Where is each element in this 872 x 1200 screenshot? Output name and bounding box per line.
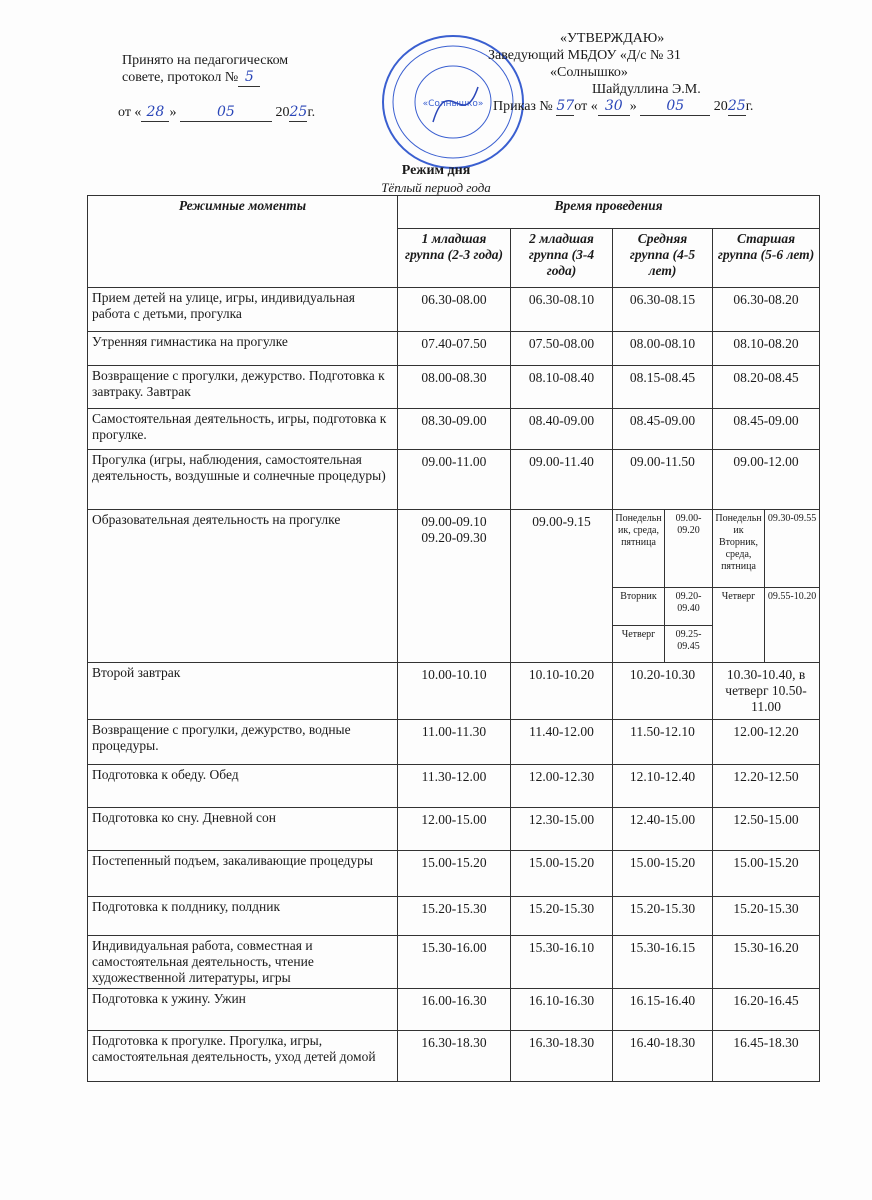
quote-close: » xyxy=(169,105,177,120)
table-row xyxy=(88,366,820,409)
days-cell: Вторник xyxy=(613,588,665,626)
time-cell: 12.50-15.00 xyxy=(713,808,820,851)
order-number: 57 xyxy=(556,98,575,114)
activity-cell: Подготовка к прогулке. Прогулка, игры, самостоятельная деятельность, уход детей домой xyxy=(88,1031,398,1082)
time-cell: 08.10-08.40 xyxy=(511,366,613,409)
time-cell: 11.30-12.00 xyxy=(398,765,511,808)
approval-line3: «Солнышко» xyxy=(550,65,628,80)
time-cell: 16.20-16.45 xyxy=(713,989,820,1031)
stamp-text: «Солнышко» xyxy=(422,99,484,109)
activity-cell: Самостоятельная деятельность, игры, подготовка к прогулке. xyxy=(88,409,398,450)
time-cell: 09.00-12.00 xyxy=(713,450,820,510)
order-year-suffix: г. xyxy=(745,99,754,114)
order-month: 05 xyxy=(640,98,710,116)
table-row xyxy=(88,808,820,851)
time-cell: 15.00-15.20 xyxy=(398,851,511,897)
order-day: 30 xyxy=(598,98,630,116)
activity-cell: Прогулка (игры, наблюдения, самостоятельная деятельность, воздушные и солнечные процедуры) xyxy=(88,450,398,510)
time-cell: 06.30-08.20 xyxy=(713,288,820,332)
time-cell: 08.00-08.10 xyxy=(613,332,713,366)
table-row xyxy=(88,897,820,936)
time-cell: 15.20-15.30 xyxy=(511,897,613,936)
time-line: 09.00-09.10 xyxy=(421,514,487,529)
time-cell: 12.30-15.00 xyxy=(511,808,613,851)
time-cell: 16.30-18.30 xyxy=(511,1031,613,1082)
time-cell: 12.00-12.30 xyxy=(511,765,613,808)
time-cell: 15.00-15.20 xyxy=(613,851,713,897)
activity-cell: Прием детей на улице, игры, индивидуальная работа с детьми, прогулка xyxy=(88,288,398,332)
time-cell: 16.00-16.30 xyxy=(398,989,511,1031)
days-cell: Понедельник, среда, пятница xyxy=(613,510,665,588)
group-header: 2 младшая группа (3-4 года) xyxy=(511,229,613,288)
table-row xyxy=(88,450,820,510)
time-cell: 08.45-09.00 xyxy=(613,409,713,450)
order-year-prefix: 20 xyxy=(713,99,728,114)
time-cell: 15.00-15.20 xyxy=(511,851,613,897)
time-cell: 09.00-9.15 xyxy=(511,510,613,663)
time-cell: 09.00-11.40 xyxy=(511,450,613,510)
time-cell: 07.40-07.50 xyxy=(398,332,511,366)
council-year: 25 xyxy=(289,104,308,120)
head-name: Шайдуллина Э.М. xyxy=(592,82,701,97)
order-label: Приказ № xyxy=(493,99,553,114)
time-cell: 08.10-08.20 xyxy=(713,332,820,366)
time-cell: 07.50-08.00 xyxy=(511,332,613,366)
activity-cell: Подготовка к ужину. Ужин xyxy=(88,989,398,1031)
table-row xyxy=(88,851,820,897)
time-line: 09.20-09.30 xyxy=(421,530,487,545)
time-cell: 09.00-11.00 xyxy=(398,450,511,510)
order-year: 25 xyxy=(727,98,746,114)
council-day: 28 xyxy=(141,104,169,122)
days-cell: Четверг xyxy=(713,588,765,663)
council-line2: совете, протокол № xyxy=(122,70,239,85)
time-cell: 12.00-12.20 xyxy=(713,720,820,765)
year-prefix: 20 xyxy=(275,105,290,120)
council-approval xyxy=(118,52,316,122)
time-cell: 10.00-10.10 xyxy=(398,663,511,720)
activity-cell: Утренняя гимнастика на прогулке xyxy=(88,332,398,366)
table-row xyxy=(88,288,820,332)
time-cell: 16.10-16.30 xyxy=(511,989,613,1031)
time-cell: 15.30-16.20 xyxy=(713,936,820,989)
time-cell: 06.30-08.00 xyxy=(398,288,511,332)
time-cell: 12.40-15.00 xyxy=(613,808,713,851)
time-cell: 09.00-09.20 xyxy=(665,510,713,588)
activity-cell: Возвращение с прогулки, дежурство. Подготовка к завтраку. Завтрак xyxy=(88,366,398,409)
time-cell: 08.15-08.45 xyxy=(613,366,713,409)
order-from: от « xyxy=(574,99,598,114)
time-cell: 09.00-11.50 xyxy=(613,450,713,510)
group-header: Старшая группа (5-6 лет) xyxy=(713,229,820,288)
time-cell: 08.00-08.30 xyxy=(398,366,511,409)
time-cell: 16.15-16.40 xyxy=(613,989,713,1031)
approval-block xyxy=(488,30,753,116)
time-cell: 10.30-10.40, в четверг 10.50-11.00 xyxy=(713,663,820,720)
activity-cell: Возвращение с прогулки, дежурство, водные процедуры. xyxy=(88,720,398,765)
time-cell: 15.20-15.30 xyxy=(398,897,511,936)
time-cell: 06.30-08.10 xyxy=(511,288,613,332)
days-cell: Понедельник Вторник, среда, пятница xyxy=(713,510,765,588)
time-cell: 15.30-16.10 xyxy=(511,936,613,989)
schedule-table xyxy=(87,195,820,1082)
time-cell: 09.30-09.55 xyxy=(765,510,820,588)
time-cell: 15.20-15.30 xyxy=(613,897,713,936)
table-row xyxy=(88,765,820,808)
time-cell: 16.45-18.30 xyxy=(713,1031,820,1082)
time-cell: 16.40-18.30 xyxy=(613,1031,713,1082)
time-cell: 06.30-08.15 xyxy=(613,288,713,332)
time-cell: 08.45-09.00 xyxy=(713,409,820,450)
time-cell: 12.00-15.00 xyxy=(398,808,511,851)
activity-cell: Индивидуальная работа, совместная и самостоятельная деятельность, чтение художественной литературы, игры xyxy=(88,936,398,989)
table-row xyxy=(88,1031,820,1082)
council-line1: Принято на педагогическом xyxy=(122,53,289,68)
time-cell: 12.20-12.50 xyxy=(713,765,820,808)
time-cell: 10.10-10.20 xyxy=(511,663,613,720)
year-suffix: г. xyxy=(307,105,316,120)
table-row xyxy=(88,720,820,765)
time-cell: 11.00-11.30 xyxy=(398,720,511,765)
table-row xyxy=(88,409,820,450)
activity-cell: Подготовка к обеду. Обед xyxy=(88,765,398,808)
activity-cell: Образовательная деятельность на прогулке xyxy=(88,510,398,663)
header-time: Время проведения xyxy=(398,196,820,229)
table-row xyxy=(88,663,820,720)
time-cell: 10.20-10.30 xyxy=(613,663,713,720)
approval-line2: Заведующий МБДОУ «Д/с № 31 xyxy=(488,48,681,63)
time-cell: 09.25-09.45 xyxy=(665,626,713,663)
time-cell: 12.10-12.40 xyxy=(613,765,713,808)
council-month: 05 xyxy=(180,104,272,122)
time-cell: 09.55-10.20 xyxy=(765,588,820,663)
days-cell: Четверг xyxy=(613,626,665,663)
activity-cell: Второй завтрак xyxy=(88,663,398,720)
time-cell: 15.00-15.20 xyxy=(713,851,820,897)
time-cell: 15.30-16.00 xyxy=(398,936,511,989)
time-cell: 11.40-12.00 xyxy=(511,720,613,765)
table-row xyxy=(88,332,820,366)
time-cell: 16.30-18.30 xyxy=(398,1031,511,1082)
protocol-number: 5 xyxy=(238,69,260,87)
time-cell: 15.20-15.30 xyxy=(713,897,820,936)
approve-heading: «УТВЕРЖДАЮ» xyxy=(560,31,665,46)
time-cell: 15.30-16.15 xyxy=(613,936,713,989)
order-quote-close: » xyxy=(629,99,637,114)
table-row xyxy=(88,936,820,989)
table-row xyxy=(88,989,820,1031)
group-header: 1 младшая группа (2-3 года) xyxy=(398,229,511,288)
activity-cell: Подготовка к полднику, полдник xyxy=(88,897,398,936)
table-row-education xyxy=(88,510,820,588)
time-cell: 11.50-12.10 xyxy=(613,720,713,765)
from-label: от « xyxy=(118,105,142,120)
time-cell: 08.30-09.00 xyxy=(398,409,511,450)
page-title: Режим дня xyxy=(401,163,471,178)
activity-cell: Подготовка ко сну. Дневной сон xyxy=(88,808,398,851)
activity-cell: Постепенный подъем, закаливающие процедуры xyxy=(88,851,398,897)
group-header: Средняя группа (4-5 лет) xyxy=(613,229,713,288)
time-cell: 08.40-09.00 xyxy=(511,409,613,450)
time-cell: 09.20-09.40 xyxy=(665,588,713,626)
time-cell xyxy=(398,510,511,663)
page-subtitle: Тёплый период года xyxy=(381,180,491,195)
header-activity: Режимные моменты xyxy=(88,196,398,288)
time-cell: 08.20-08.45 xyxy=(713,366,820,409)
